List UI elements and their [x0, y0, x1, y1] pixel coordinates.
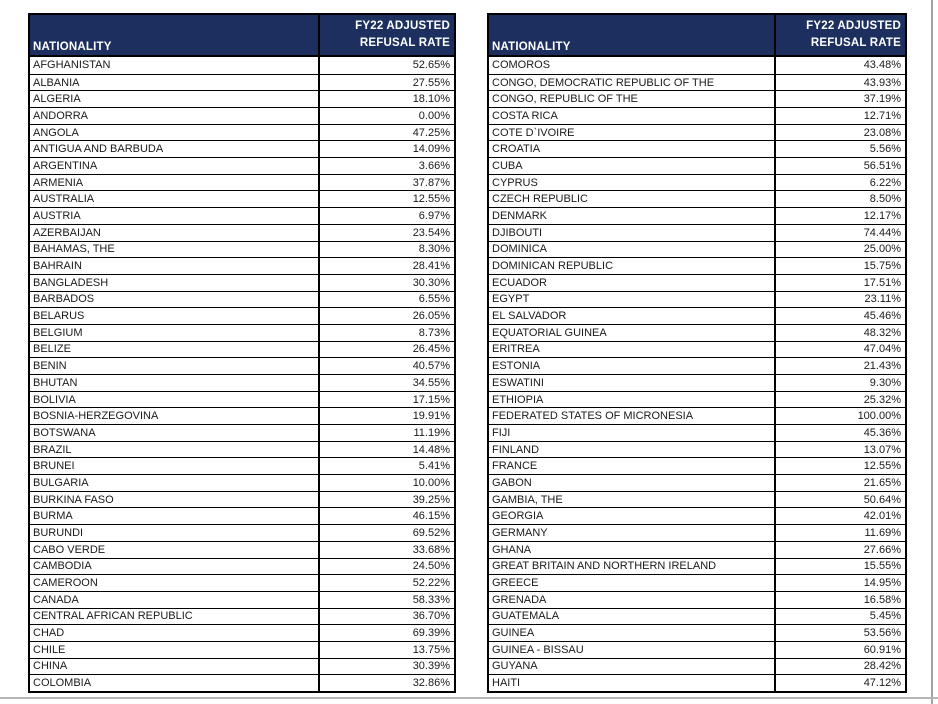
nationality-cell: AUSTRIA	[33, 209, 81, 222]
table-row	[489, 391, 905, 408]
table-row	[30, 291, 454, 308]
table-row	[489, 374, 905, 391]
table-row	[489, 74, 905, 91]
table-row	[30, 324, 454, 341]
table-row	[30, 391, 454, 408]
nationality-cell: CABO VERDE	[33, 543, 106, 556]
refusal-rate-cell: 56.51%	[774, 158, 905, 174]
refusal-rate-cell: 27.66%	[774, 542, 905, 558]
nationality-cell: FINLAND	[492, 443, 540, 456]
refusal-rate-cell: 37.87%	[318, 175, 454, 191]
table-row	[489, 491, 905, 508]
refusal-rate-cell: 58.33%	[318, 592, 454, 608]
refusal-rate-cell: 12.17%	[774, 208, 905, 224]
refusal-rate-cell: 21.65%	[774, 475, 905, 491]
refusal-rate-cell: 47.04%	[774, 342, 905, 358]
table-row	[30, 307, 454, 324]
nationality-cell: DJIBOUTI	[492, 226, 543, 239]
refusal-rate-header-line1: FY22 ADJUSTED	[355, 20, 450, 32]
nationality-cell: GUINEA - BISSAU	[492, 643, 584, 656]
refusal-rate-cell: 45.36%	[774, 425, 905, 441]
table-row	[489, 140, 905, 157]
page-edge-horizontal	[0, 697, 938, 699]
table-row	[489, 157, 905, 174]
refusal-rate-cell: 50.64%	[774, 492, 905, 508]
table-row	[489, 324, 905, 341]
refusal-rate-cell: 43.93%	[774, 75, 905, 91]
nationality-cell: GUINEA	[492, 627, 535, 640]
table-header-row	[489, 15, 905, 57]
refusal-rate-cell: 69.39%	[318, 625, 454, 641]
nationality-cell: ECUADOR	[492, 276, 548, 289]
refusal-rate-cell: 52.22%	[318, 575, 454, 591]
table-row	[30, 341, 454, 358]
page-edge-vertical	[931, 0, 933, 704]
table-row	[489, 474, 905, 491]
refusal-rate-cell: 0.00%	[318, 108, 454, 124]
nationality-cell: GREECE	[492, 577, 539, 590]
refusal-rate-cell: 42.01%	[774, 508, 905, 524]
refusal-rate-cell: 30.30%	[318, 275, 454, 291]
nationality-cell: CENTRAL AFRICAN REPUBLIC	[33, 610, 193, 623]
refusal-rate-cell: 46.15%	[318, 508, 454, 524]
refusal-rate-cell: 12.55%	[318, 191, 454, 207]
nationality-cell: GREAT BRITAIN AND NORTHERN IRELAND	[492, 560, 717, 573]
nationality-cell: EQUATORIAL GUINEA	[492, 326, 607, 339]
refusal-rate-cell: 9.30%	[774, 375, 905, 391]
nationality-cell: GUATEMALA	[492, 610, 560, 623]
refusal-rate-header-line2: REFUSAL RATE	[359, 36, 450, 49]
table-row	[30, 90, 454, 107]
nationality-cell: BELIZE	[33, 343, 71, 356]
table-row	[30, 257, 454, 274]
table-row	[489, 624, 905, 641]
nationality-cell: GABON	[492, 476, 532, 489]
table-row	[30, 57, 454, 74]
nationality-cell: COSTA RICA	[492, 109, 558, 122]
table-row	[489, 407, 905, 424]
table-header-row	[30, 15, 454, 57]
table-row	[489, 174, 905, 191]
refusal-rate-cell: 11.69%	[774, 525, 905, 541]
nationality-cell: DENMARK	[492, 209, 548, 222]
nationality-cell: AUSTRALIA	[33, 193, 95, 206]
table-row	[489, 107, 905, 124]
refusal-rate-cell: 5.45%	[774, 609, 905, 625]
refusal-rate-cell: 32.86%	[318, 675, 454, 691]
table-row	[489, 524, 905, 541]
refusal-rate-column-header	[774, 15, 905, 55]
nationality-cell: DOMINICAN REPUBLIC	[492, 260, 614, 273]
nationality-cell: ALGERIA	[33, 93, 81, 106]
refusal-rate-cell: 5.41%	[318, 458, 454, 474]
nationality-cell: CAMEROON	[33, 577, 98, 590]
refusal-rate-cell: 8.30%	[318, 242, 454, 258]
table-row	[30, 541, 454, 558]
nationality-cell: COTE D`IVOIRE	[492, 126, 575, 139]
nationality-cell: ANDORRA	[33, 109, 89, 122]
nationality-cell: AZERBAIJAN	[33, 226, 101, 239]
table-row	[489, 341, 905, 358]
refusal-rate-cell: 36.70%	[318, 609, 454, 625]
refusal-rate-cell: 28.42%	[774, 659, 905, 675]
nationality-cell: GEORGIA	[492, 510, 544, 523]
table-row	[489, 541, 905, 558]
refusal-rate-cell: 48.32%	[774, 325, 905, 341]
refusal-rate-cell: 37.19%	[774, 91, 905, 107]
refusal-rate-cell: 5.56%	[774, 141, 905, 157]
refusal-rate-cell: 34.55%	[318, 375, 454, 391]
table-row	[30, 674, 454, 691]
refusal-rate-cell: 52.65%	[318, 57, 454, 74]
nationality-cell: BURKINA FASO	[33, 493, 114, 506]
nationality-cell: HAITI	[492, 677, 521, 690]
table-row	[489, 591, 905, 608]
nationality-cell: DOMINICA	[492, 243, 547, 256]
table-row	[489, 608, 905, 625]
nationality-cell: CONGO, REPUBLIC OF THE	[492, 93, 638, 106]
nationality-cell: FEDERATED STATES OF MICRONESIA	[492, 410, 694, 423]
table-row	[30, 574, 454, 591]
nationality-cell: ESWATINI	[492, 376, 544, 389]
nationality-cell: CHILE	[33, 643, 66, 656]
nationality-cell: BOLIVIA	[33, 393, 76, 406]
nationality-cell: BURUNDI	[33, 526, 84, 539]
refusal-rate-cell: 23.11%	[774, 292, 905, 308]
table-row	[30, 524, 454, 541]
table-row	[30, 124, 454, 141]
nationality-cell: GHANA	[492, 543, 532, 556]
table-row	[30, 558, 454, 575]
nationality-cell: ESTONIA	[492, 360, 541, 373]
refusal-rate-cell: 74.44%	[774, 225, 905, 241]
refusal-rate-cell: 10.00%	[318, 475, 454, 491]
refusal-rate-cell: 6.22%	[774, 175, 905, 191]
nationality-cell: BRUNEI	[33, 460, 75, 473]
nationality-cell: BELGIUM	[33, 326, 83, 339]
nationality-cell: BURMA	[33, 510, 73, 523]
table-row	[30, 224, 454, 241]
refusal-rate-cell: 69.52%	[318, 525, 454, 541]
nationality-cell: CAMBODIA	[33, 560, 92, 573]
refusal-rate-cell: 43.48%	[774, 57, 905, 74]
refusal-rate-header-line1: FY22 ADJUSTED	[806, 20, 901, 32]
refusal-rate-cell: 14.48%	[318, 442, 454, 458]
refusal-rate-cell: 24.50%	[318, 559, 454, 575]
refusal-rate-cell: 17.15%	[318, 392, 454, 408]
table-row	[489, 57, 905, 74]
nationality-cell: FIJI	[492, 426, 511, 439]
refusal-rate-cell: 14.09%	[318, 141, 454, 157]
refusal-rate-cell: 53.56%	[774, 625, 905, 641]
refusal-rate-cell: 28.41%	[318, 258, 454, 274]
table-row	[489, 441, 905, 458]
table-row	[30, 174, 454, 191]
nationality-cell: CONGO, DEMOCRATIC REPUBLIC OF THE	[492, 76, 715, 89]
nationality-cell: BULGARIA	[33, 476, 89, 489]
table-row	[30, 457, 454, 474]
table-row	[30, 274, 454, 291]
refusal-rate-cell: 47.12%	[774, 675, 905, 691]
nationality-cell: BOTSWANA	[33, 426, 96, 439]
table-row	[489, 457, 905, 474]
refusal-rate-cell: 15.75%	[774, 258, 905, 274]
table-row	[30, 624, 454, 641]
refusal-rate-cell: 18.10%	[318, 91, 454, 107]
table-row	[30, 74, 454, 91]
nationality-cell: CHAD	[33, 627, 65, 640]
table-body	[489, 57, 905, 691]
table-row	[30, 441, 454, 458]
refusal-rate-cell: 17.51%	[774, 275, 905, 291]
table-row	[489, 424, 905, 441]
table-row	[30, 591, 454, 608]
nationality-cell: BHUTAN	[33, 376, 78, 389]
nationality-cell: ERITREA	[492, 343, 540, 356]
table-row	[489, 291, 905, 308]
table-row	[30, 157, 454, 174]
refusal-rate-table-right	[487, 13, 907, 693]
nationality-cell: BAHAMAS, THE	[33, 243, 115, 256]
table-row	[30, 491, 454, 508]
refusal-rate-cell: 23.08%	[774, 125, 905, 141]
nationality-cell: GAMBIA, THE	[492, 493, 563, 506]
table-row	[30, 241, 454, 258]
refusal-rate-cell: 39.25%	[318, 492, 454, 508]
nationality-cell: ARGENTINA	[33, 159, 98, 172]
nationality-cell: FRANCE	[492, 460, 538, 473]
nationality-cell: EGYPT	[492, 293, 530, 306]
refusal-rate-cell: 3.66%	[318, 158, 454, 174]
nationality-cell: ETHIOPIA	[492, 393, 544, 406]
nationality-column-header: NATIONALITY	[492, 41, 571, 53]
refusal-rate-cell: 6.97%	[318, 208, 454, 224]
table-row	[30, 374, 454, 391]
table-row	[30, 474, 454, 491]
nationality-cell: ANTIGUA AND BARBUDA	[33, 143, 164, 156]
refusal-rate-table-left	[28, 13, 456, 693]
table-row	[30, 140, 454, 157]
nationality-cell: EL SALVADOR	[492, 310, 567, 323]
nationality-cell: CANADA	[33, 593, 79, 606]
refusal-rate-cell: 47.25%	[318, 125, 454, 141]
table-row	[30, 658, 454, 675]
nationality-cell: COMOROS	[492, 59, 551, 72]
nationality-cell: GRENADA	[492, 593, 547, 606]
table-row	[30, 357, 454, 374]
table-row	[30, 407, 454, 424]
refusal-rate-cell: 13.07%	[774, 442, 905, 458]
table-row	[489, 257, 905, 274]
table-row	[489, 224, 905, 241]
refusal-rate-cell: 27.55%	[318, 75, 454, 91]
nationality-cell: CYPRUS	[492, 176, 538, 189]
refusal-rate-cell: 14.95%	[774, 575, 905, 591]
refusal-rate-cell: 26.45%	[318, 342, 454, 358]
refusal-rate-cell: 8.50%	[774, 191, 905, 207]
refusal-rate-cell: 60.91%	[774, 642, 905, 658]
table-row	[489, 658, 905, 675]
nationality-cell: BAHRAIN	[33, 260, 82, 273]
nationality-cell: CZECH REPUBLIC	[492, 193, 588, 206]
nationality-cell: BOSNIA-HERZEGOVINA	[33, 410, 159, 423]
refusal-rate-cell: 11.19%	[318, 425, 454, 441]
refusal-rate-cell: 25.00%	[774, 242, 905, 258]
table-row	[489, 641, 905, 658]
table-row	[489, 558, 905, 575]
refusal-rate-header-line2: REFUSAL RATE	[810, 36, 901, 49]
nationality-cell: BRAZIL	[33, 443, 72, 456]
table-row	[489, 274, 905, 291]
table-row	[489, 574, 905, 591]
refusal-rate-cell: 45.46%	[774, 308, 905, 324]
refusal-rate-cell: 26.05%	[318, 308, 454, 324]
table-body	[30, 57, 454, 691]
refusal-rate-column-header	[318, 15, 454, 55]
nationality-cell: CHINA	[33, 660, 68, 673]
table-row	[489, 674, 905, 691]
table-row	[489, 190, 905, 207]
table-row	[489, 124, 905, 141]
refusal-rate-cell: 16.58%	[774, 592, 905, 608]
refusal-rate-cell: 19.91%	[318, 408, 454, 424]
table-row	[30, 424, 454, 441]
refusal-rate-cell: 40.57%	[318, 358, 454, 374]
nationality-cell: COLOMBIA	[33, 677, 92, 690]
table-row	[489, 307, 905, 324]
nationality-cell: GUYANA	[492, 660, 538, 673]
table-row	[30, 507, 454, 524]
nationality-cell: AFGHANISTAN	[33, 59, 111, 72]
refusal-rate-cell: 33.68%	[318, 542, 454, 558]
refusal-rate-cell: 13.75%	[318, 642, 454, 658]
table-row	[489, 90, 905, 107]
table-row	[30, 641, 454, 658]
refusal-rate-cell: 8.73%	[318, 325, 454, 341]
refusal-rate-cell: 12.71%	[774, 108, 905, 124]
nationality-cell: BELARUS	[33, 310, 85, 323]
refusal-rate-cell: 23.54%	[318, 225, 454, 241]
refusal-rate-cell: 30.39%	[318, 659, 454, 675]
nationality-cell: CROATIA	[492, 143, 541, 156]
nationality-cell: ANGOLA	[33, 126, 79, 139]
refusal-rate-cell: 100.00%	[774, 408, 905, 424]
nationality-cell: CUBA	[492, 159, 523, 172]
nationality-cell: ALBANIA	[33, 76, 80, 89]
table-row	[30, 107, 454, 124]
table-row	[489, 357, 905, 374]
table-row	[489, 241, 905, 258]
table-row	[489, 507, 905, 524]
refusal-rate-cell: 25.32%	[774, 392, 905, 408]
nationality-cell: ARMENIA	[33, 176, 84, 189]
nationality-column-header: NATIONALITY	[33, 41, 112, 53]
refusal-rate-cell: 15.55%	[774, 559, 905, 575]
table-row	[30, 207, 454, 224]
table-row	[489, 207, 905, 224]
nationality-cell: BARBADOS	[33, 293, 95, 306]
nationality-cell: BANGLADESH	[33, 276, 109, 289]
refusal-rate-cell: 6.55%	[318, 292, 454, 308]
refusal-rate-cell: 21.43%	[774, 358, 905, 374]
nationality-cell: BENIN	[33, 360, 67, 373]
table-row	[30, 608, 454, 625]
nationality-cell: GERMANY	[492, 526, 548, 539]
table-row	[30, 190, 454, 207]
refusal-rate-cell: 12.55%	[774, 458, 905, 474]
